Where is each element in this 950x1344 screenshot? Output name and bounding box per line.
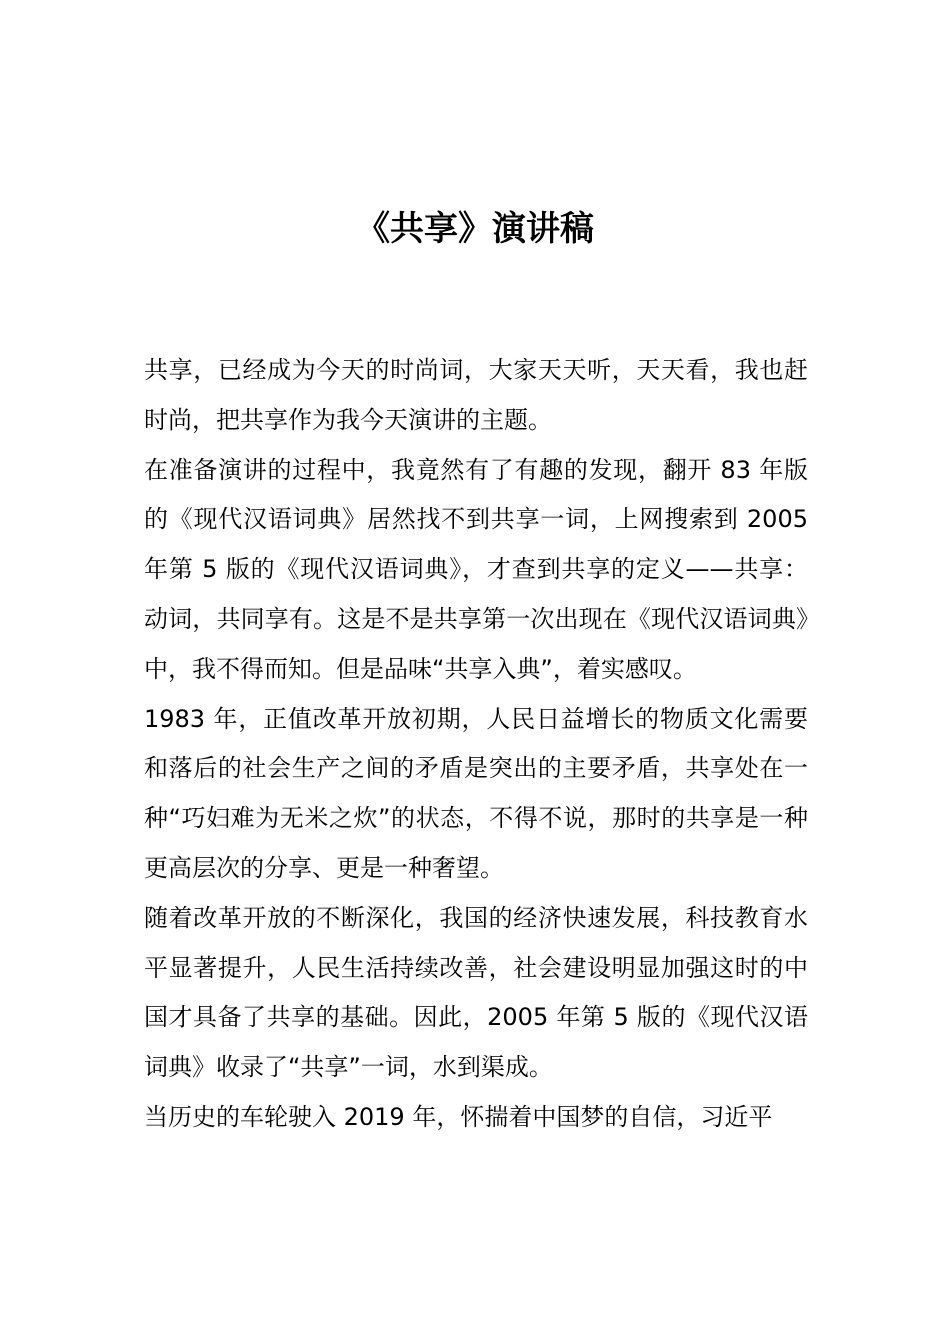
paragraph-5: 当历史的车轮驶入 2019 年，怀揣着中国梦的自信，习近平 bbox=[144, 1102, 773, 1131]
paragraph-1: 共享，已经成为今天的时尚词，大家天天听，天天看，我也赶时尚，把共享作为我今天演讲的主题。 bbox=[144, 356, 808, 434]
paragraph-2: 在准备演讲的过程中，我竟然有了有趣的发现，翻开 83 年版的《现代汉语词典》居然找不到共享一词，上网搜索到 2005 年第 5 版的《现代汉语词典》，才查到共享的定义——共享：动词，共同享有。这是不是共享第一次出现在《现代汉语词典》中，我不得而知。但是品味“共享入典”，着实感叹。 bbox=[144, 455, 808, 683]
document-body bbox=[144, 346, 808, 1143]
paragraph-3: 1983 年，正值改革开放初期，人民日益增长的物质文化需要和落后的社会生产之间的矛盾是突出的主要矛盾，共享处在一种“巧妇难为无米之炊”的状态，不得不说，那时的共享是一种更高层次的分享、更是一种奢望。 bbox=[144, 704, 808, 882]
document-title: 《共享》演讲稿 bbox=[356, 209, 594, 249]
paragraph-4: 随着改革开放的不断深化，我国的经济快速发展，科技教育水平显著提升，人民生活持续改善，社会建设明显加强这时的中国才具备了共享的基础。因此，2005 年第 5 版的《现代汉语词典》收录了“共享”一词，水到渠成。 bbox=[144, 903, 808, 1082]
